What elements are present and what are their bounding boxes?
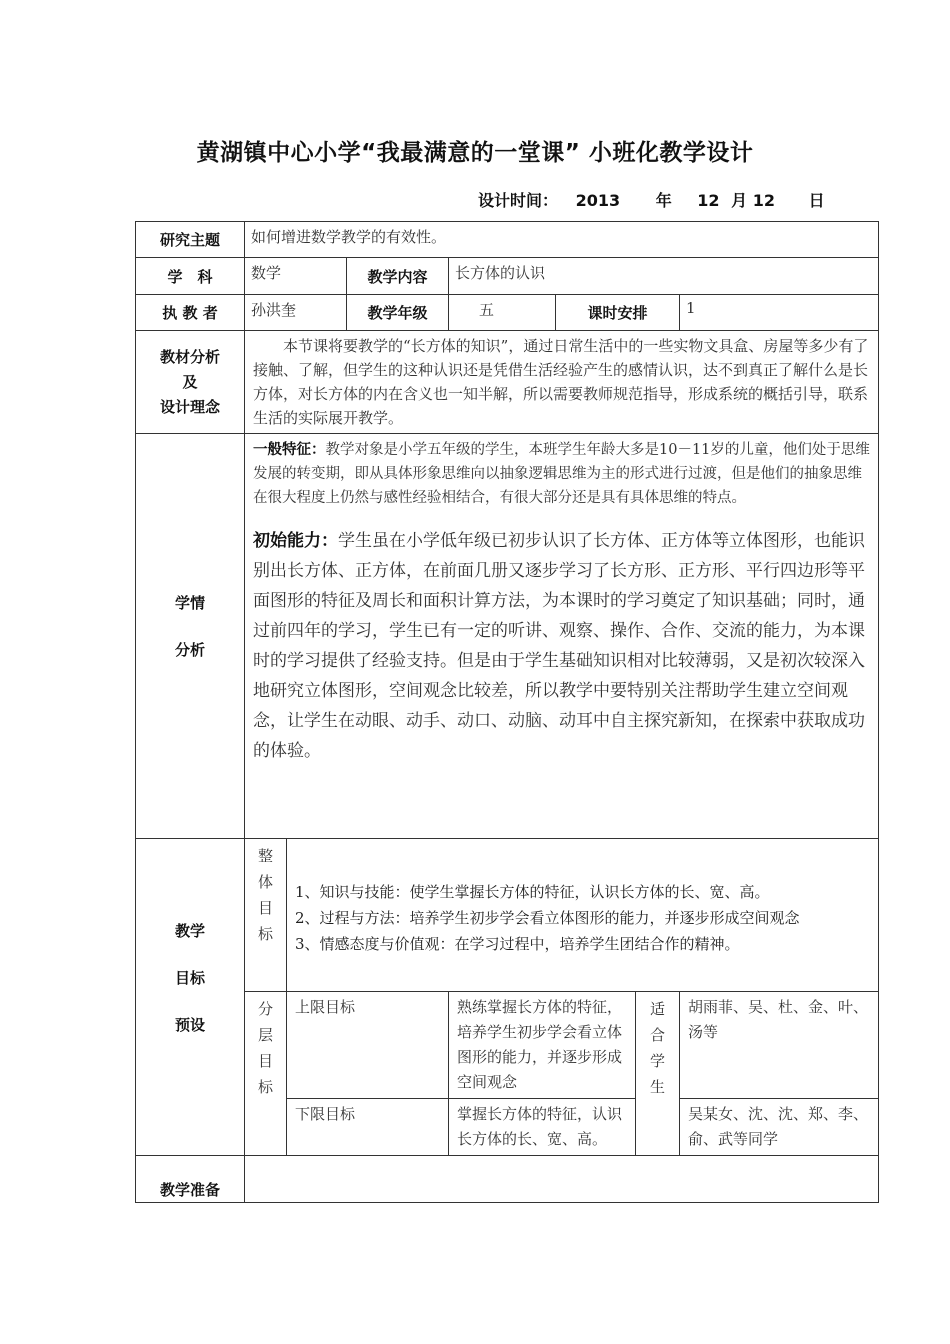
hours-label: 课时安排 bbox=[556, 295, 680, 331]
overall-char-1: 整 bbox=[257, 847, 273, 865]
goal-label-line2: 目标 bbox=[174, 968, 205, 987]
subject-value: 数学 bbox=[245, 258, 347, 295]
design-date bbox=[478, 188, 825, 211]
analysis-label-line1: 教材分析 bbox=[159, 347, 220, 366]
tier-char-4: 标 bbox=[257, 1078, 273, 1096]
content-value: 长方体的认识 bbox=[449, 258, 879, 295]
suit-char-1: 适 bbox=[649, 1000, 665, 1018]
topic-value: 如何增进数学教学的有效性。 bbox=[245, 222, 879, 258]
tier-goal-label bbox=[245, 992, 287, 1156]
suit-students-label bbox=[636, 992, 680, 1156]
suit-char-3: 学 bbox=[649, 1052, 665, 1070]
general-features bbox=[245, 436, 878, 512]
student-analysis-cell bbox=[245, 434, 879, 839]
student-analysis-label bbox=[136, 434, 245, 839]
content-label: 教学内容 bbox=[347, 258, 449, 295]
analysis-label bbox=[136, 331, 245, 434]
analysis-label-line3: 设计理念 bbox=[159, 397, 220, 416]
date-day: 12 bbox=[752, 191, 775, 210]
upper-goal-text: 熟练掌握长方体的特征，培养学生初步学会看立体图形的能力，并逐步形成空间观念 bbox=[449, 992, 636, 1099]
tier-char-3: 目 bbox=[257, 1052, 273, 1070]
overall-goal-item: 2、过程与方法：培养学生初步学会看立体图形的能力，并逐步形成空间观念 bbox=[295, 909, 800, 927]
date-year-unit: 年 bbox=[655, 191, 672, 210]
overall-goal-item: 1、知识与技能：使学生掌握长方体的特征，认识长方体的长、宽、高。 bbox=[295, 883, 770, 901]
overall-char-4: 标 bbox=[257, 925, 273, 943]
analysis-label-line2: 及 bbox=[182, 372, 198, 391]
initial-label: 初始能力： bbox=[253, 531, 338, 551]
lower-students: 吴某女、沈、沈、郑、李、俞、武等同学 bbox=[680, 1099, 879, 1156]
overall-char-2: 体 bbox=[257, 873, 273, 891]
initial-ability bbox=[245, 526, 878, 766]
date-year: 2013 bbox=[575, 191, 621, 210]
date-day-unit: 日 bbox=[808, 191, 825, 210]
date-label: 设计时间： bbox=[478, 191, 559, 210]
subject-label: 学 科 bbox=[136, 258, 245, 295]
overall-goal-label bbox=[245, 839, 287, 992]
initial-text: 学生虽在小学低年级已初步认识了长方体、正方体等立体图形，也能识别出长方体、正方体，在前面几册又逐步学习了长方形、正方形、平行四边形等平面图形的特征及周长和面积计算方法，为本课时的学习奠定了知识基础；同时，通过前四年的学习，学生已有一定的听讲、观察、操作、合作、交流的能力，为本课时的学习提供了经验支持。但是由于学生基础知识相对比较薄弱，又是初次较深入地研究立体图形，空间观念比较差，所以教学中要特别关注帮助学生建立空间观念，让学生在动眼、动手、动口、动脑、动耳中自主探究新知，在探索中获取成功的体验。 bbox=[253, 531, 865, 761]
date-month: 12 bbox=[697, 191, 720, 210]
tier-char-1: 分 bbox=[257, 1000, 273, 1018]
upper-students: 胡雨菲、吴、杜、金、叶、汤等 bbox=[680, 992, 879, 1099]
prep-label: 教学准备 bbox=[136, 1156, 245, 1203]
upper-goal-label: 上限目标 bbox=[287, 992, 449, 1099]
teacher-value: 孙洪奎 bbox=[245, 295, 347, 331]
grade-value: 五 bbox=[449, 295, 556, 331]
prep-value bbox=[245, 1156, 879, 1203]
goal-label-line1: 教学 bbox=[174, 921, 205, 940]
student-label-line2: 分析 bbox=[174, 641, 205, 659]
suit-char-2: 合 bbox=[649, 1026, 665, 1044]
tier-char-2: 层 bbox=[257, 1026, 273, 1044]
suit-char-4: 生 bbox=[649, 1078, 665, 1096]
teacher-label: 执 教 者 bbox=[136, 295, 245, 331]
goal-label-line3: 预设 bbox=[174, 1015, 205, 1034]
student-label-line1: 学情 bbox=[174, 594, 205, 612]
goal-label bbox=[136, 839, 245, 1156]
topic-label: 研究主题 bbox=[136, 222, 245, 258]
hours-value: 1 bbox=[680, 295, 879, 331]
overall-goals bbox=[287, 839, 879, 992]
date-month-unit: 月 bbox=[731, 191, 748, 210]
lower-goal-text: 掌握长方体的特征，认识长方体的长、宽、高。 bbox=[449, 1099, 636, 1156]
grade-label: 教学年级 bbox=[347, 295, 449, 331]
general-text: 教学对象是小学五年级的学生，本班学生年龄大多是10－11岁的儿童，他们处于思维发展的转变期，即从具体形象思维向以抽象逻辑思维为主的形式进行过渡，但是他们的抽象思维在很大程度上仍然与感性经验相结合，有很大部分还是具有具体思维的特点。 bbox=[253, 442, 870, 506]
design-table bbox=[135, 221, 879, 1203]
general-label: 一般特征： bbox=[253, 442, 326, 458]
lower-goal-label: 下限目标 bbox=[287, 1099, 449, 1156]
page-title: 黄湖镇中心小学“我最满意的一堂课” 小班化教学设计 bbox=[196, 140, 754, 166]
analysis-text: 本节课将要教学的“长方体的知识”，通过日常生活中的一些实物文具盒、房屋等多少有了接触、了解，但学生的这种认识还是凭借生活经验产生的感情认识，达不到真正了解什么是长方体，对长方体的内在含义也一知半解，所以需要教师规范指导，形成系统的概括引导，联系生活的实际展开教学。 bbox=[245, 331, 879, 434]
overall-goal-item: 3、情感态度与价值观：在学习过程中，培养学生团结合作的精神。 bbox=[295, 935, 740, 953]
overall-char-3: 目 bbox=[257, 899, 273, 917]
